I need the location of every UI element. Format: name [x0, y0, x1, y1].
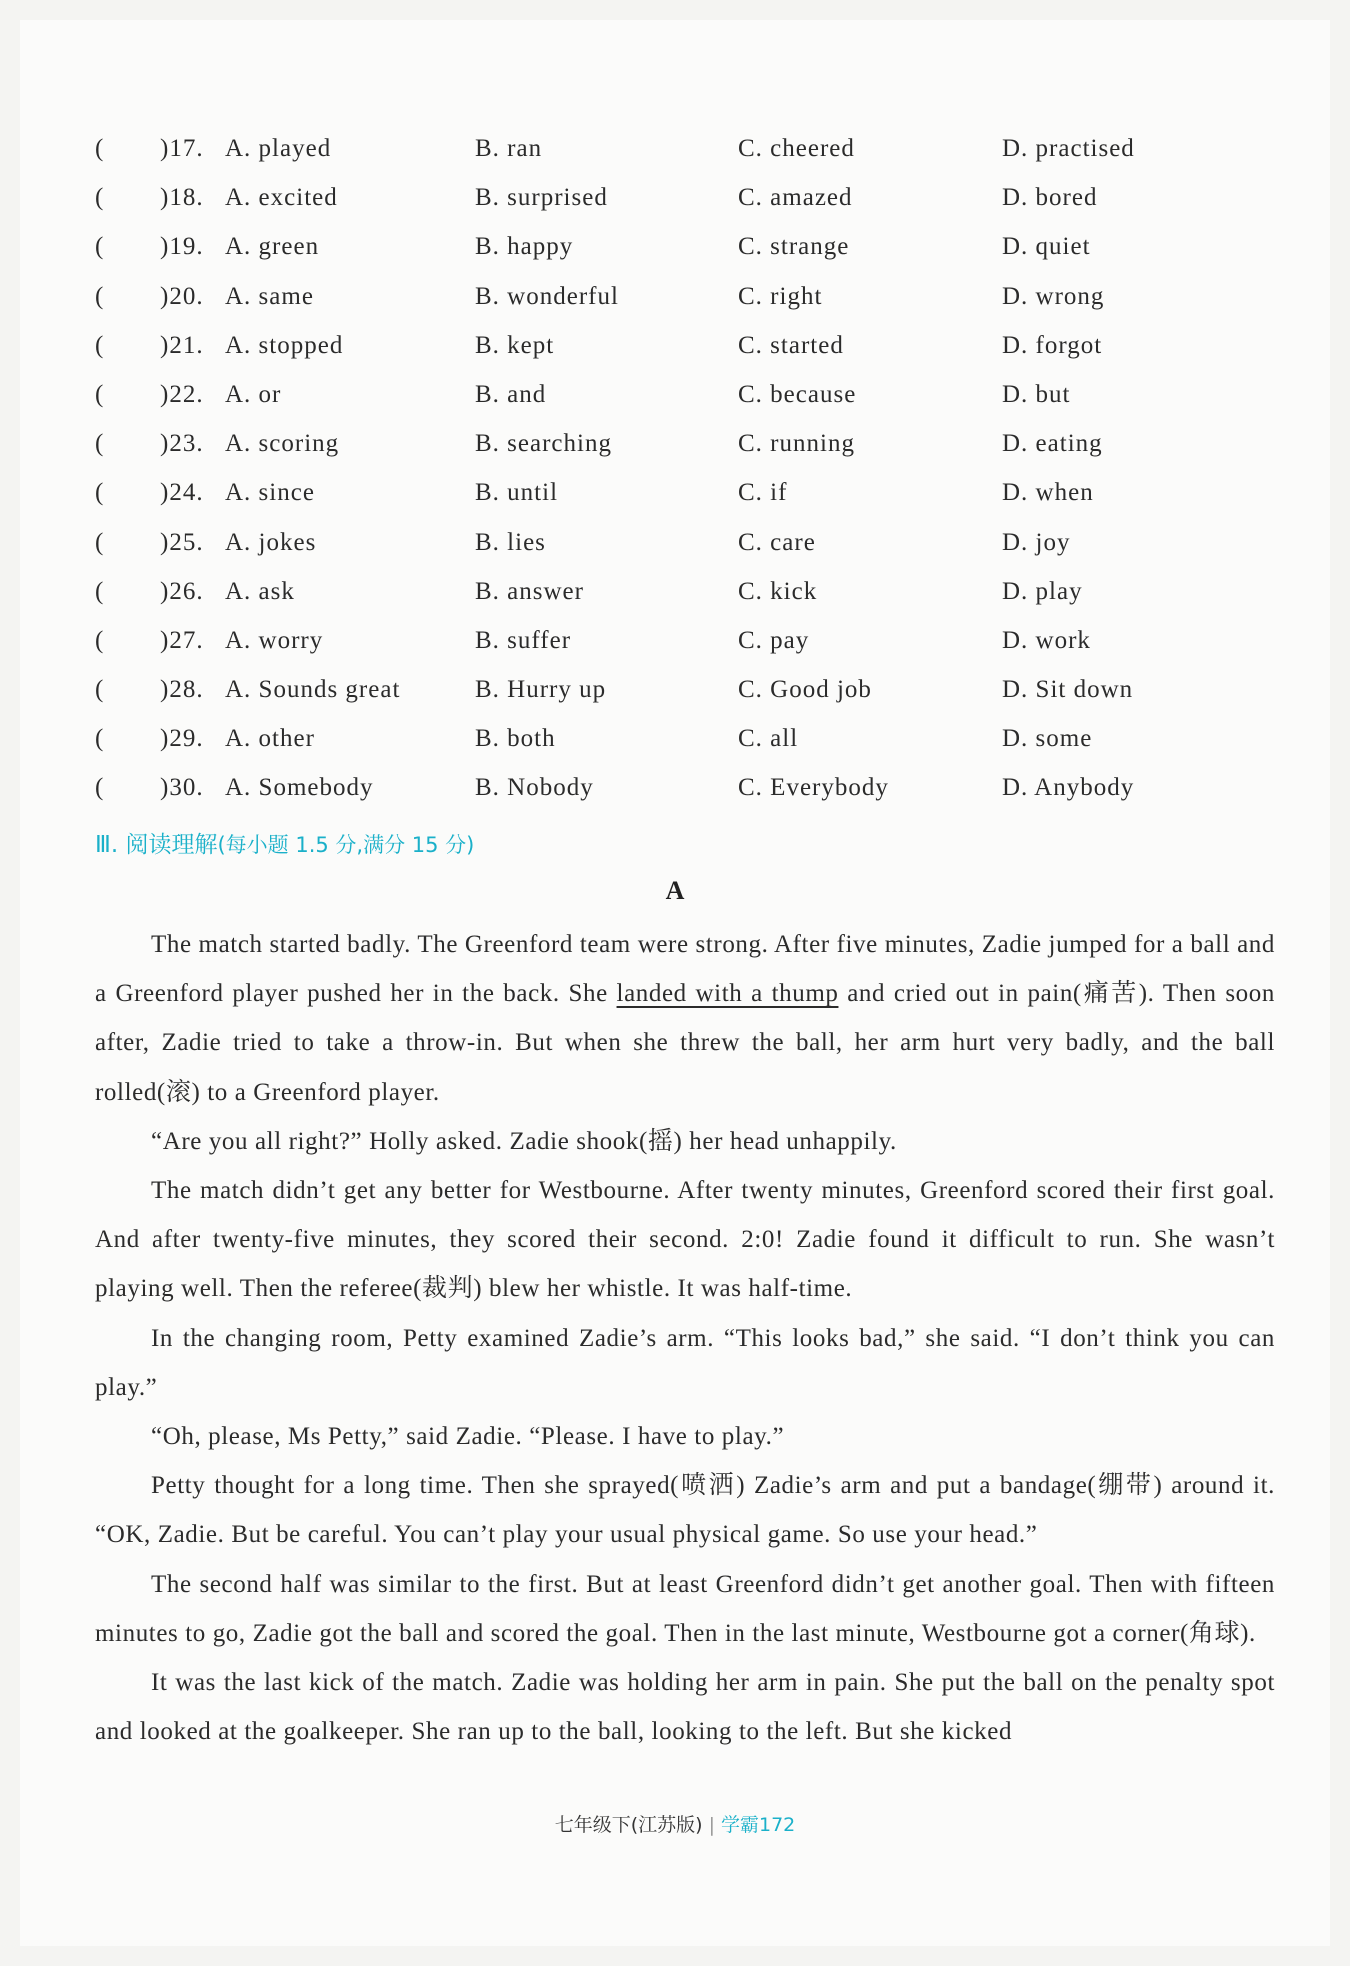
- option-c: C. started: [738, 331, 844, 359]
- option-d: D. practised: [1002, 135, 1135, 162]
- option-c: C. cheered: [738, 135, 855, 162]
- option-b: B. until: [475, 479, 559, 507]
- option-c: C. pay: [738, 626, 810, 654]
- reading-passage: [95, 920, 1275, 1756]
- option-b: B. wonderful: [475, 282, 619, 310]
- question-list: [95, 135, 1275, 824]
- answer-blank: (: [95, 528, 105, 556]
- option-b: B. ran: [475, 135, 543, 162]
- footer-grade: 七年级下(江苏版): [554, 1814, 703, 1836]
- question-row: [95, 233, 1275, 282]
- paragraph: “Are you all right?” Holly asked. Zadie shook(摇) her head unhappily.: [151, 1127, 897, 1155]
- answer-blank: (: [95, 774, 105, 802]
- option-d: D. eating: [1002, 430, 1103, 458]
- option-a: A. since: [225, 479, 315, 507]
- option-a: A. same: [225, 282, 314, 310]
- option-a: A. stopped: [225, 331, 344, 359]
- option-d: D. quiet: [1002, 233, 1091, 261]
- option-b: B. kept: [475, 331, 555, 359]
- answer-blank: (: [95, 577, 105, 605]
- question-number: )24.: [160, 479, 204, 507]
- answer-blank: (: [95, 233, 105, 261]
- option-d: D. wrong: [1002, 282, 1105, 310]
- option-b: B. answer: [475, 577, 584, 605]
- option-b: B. Hurry up: [475, 676, 607, 704]
- option-d: D. Anybody: [1002, 774, 1135, 802]
- question-number: )26.: [160, 577, 204, 605]
- question-number: )28.: [160, 676, 204, 704]
- option-d: D. forgot: [1002, 331, 1103, 359]
- option-c: C. Everybody: [738, 774, 889, 802]
- question-row: [95, 627, 1275, 676]
- option-c: C. because: [738, 380, 857, 408]
- paragraph-text: and cried out in pain(痛苦). Then soon after, Zadie tried to take a throw-in. But when she threw the ball, her arm hurt very badly, and the ball rolled(滚) to a Greenford player.: [95, 980, 1275, 1106]
- question-row: [95, 578, 1275, 627]
- option-b: B. Nobody: [475, 774, 594, 802]
- question-row: [95, 479, 1275, 528]
- option-a: A. Sounds great: [225, 676, 401, 704]
- answer-blank: (: [95, 135, 105, 162]
- paragraph: The match didn’t get any better for Westbourne. After twenty minutes, Greenford scored their first goal. And after twenty-five minutes, they scored their second. 2:0! Zadie found it difficult to run. She wasn’t playing well. Then the referee(裁判) blew her whistle. It was half-time.: [95, 1177, 1275, 1303]
- option-c: C. if: [738, 479, 788, 507]
- option-d: D. when: [1002, 479, 1094, 507]
- option-b: B. and: [475, 380, 547, 408]
- option-a: A. other: [225, 725, 315, 753]
- question-row: [95, 430, 1275, 479]
- answer-blank: (: [95, 184, 105, 212]
- answer-blank: (: [95, 626, 105, 654]
- option-b: B. lies: [475, 528, 546, 556]
- section-title: Ⅲ. 阅读理解: [95, 832, 218, 858]
- answer-blank: (: [95, 380, 105, 408]
- paragraph: [95, 920, 1275, 1117]
- section-heading: [95, 826, 474, 859]
- option-b: B. happy: [475, 233, 574, 261]
- option-c: C. care: [738, 528, 816, 556]
- paragraph: It was the last kick of the match. Zadie was holding her arm in pain. She put the ball on the penalty spot and looked at the goalkeeper. She ran up to the ball, looking to the left. But she kicked: [95, 1669, 1275, 1746]
- question-row: [95, 529, 1275, 578]
- option-a: A. played: [225, 135, 332, 162]
- question-number: )27.: [160, 626, 204, 654]
- option-c: C. running: [738, 430, 855, 458]
- paragraph-text: The match started badly. The Greenford team were strong. After five minutes, Zadie jumped for a ball and a Greenford player pushed her in the back. She: [95, 931, 1275, 1008]
- question-row: [95, 184, 1275, 233]
- question-number: )22.: [160, 380, 204, 408]
- option-c: C. amazed: [738, 184, 853, 212]
- paragraph: “Oh, please, Ms Petty,” said Zadie. “Please. I have to play.”: [151, 1423, 785, 1451]
- question-number: )21.: [160, 331, 204, 359]
- question-number: )29.: [160, 725, 204, 753]
- option-a: A. jokes: [225, 528, 317, 556]
- footer-separator: |: [708, 1814, 715, 1836]
- section-subtitle: (每小题 1.5 分,满分 15 分): [217, 833, 475, 857]
- question-number: )18.: [160, 184, 204, 212]
- option-c: C. Good job: [738, 676, 872, 704]
- option-a: A. green: [225, 233, 320, 261]
- question-row: [95, 676, 1275, 725]
- page-number: 172: [758, 1814, 796, 1836]
- option-a: A. worry: [225, 626, 324, 654]
- option-c: C. kick: [738, 577, 818, 605]
- question-number: )30.: [160, 774, 204, 802]
- option-d: D. some: [1002, 725, 1093, 753]
- question-number: )23.: [160, 430, 204, 458]
- option-a: A. ask: [225, 577, 295, 605]
- question-number: )19.: [160, 233, 204, 261]
- paragraph: Petty thought for a long time. Then she sprayed(喷洒) Zadie’s arm and put a bandage(绷带) around it. “OK, Zadie. But be careful. You can’t play your usual physical game. So use your head.”: [95, 1472, 1275, 1549]
- option-d: D. bored: [1002, 184, 1098, 212]
- question-row: [95, 283, 1275, 332]
- option-b: B. surprised: [475, 184, 608, 212]
- option-d: D. Sit down: [1002, 676, 1134, 704]
- question-row: [95, 725, 1275, 774]
- option-a: A. scoring: [225, 430, 340, 458]
- option-d: D. play: [1002, 577, 1083, 605]
- question-row: [95, 774, 1275, 823]
- answer-blank: (: [95, 479, 105, 507]
- footer-brand: 学霸: [720, 1814, 759, 1836]
- question-row: [95, 381, 1275, 430]
- option-a: A. or: [225, 380, 282, 408]
- answer-blank: (: [95, 725, 105, 753]
- paragraph: In the changing room, Petty examined Zadie’s arm. “This looks bad,” she said. “I don’t think you can play.”: [95, 1324, 1275, 1401]
- option-a: A. Somebody: [225, 774, 374, 802]
- option-b: B. suffer: [475, 626, 572, 654]
- option-c: C. right: [738, 282, 823, 310]
- option-c: C. strange: [738, 233, 850, 261]
- paragraph: The second half was similar to the first. But at least Greenford didn’t get another goal. Then with fifteen minutes to go, Zadie got the ball and scored the goal. Then in the last minute, Westbourne got a corner(角球).: [95, 1570, 1275, 1647]
- option-d: D. but: [1002, 380, 1071, 408]
- page-footer: [0, 1810, 1350, 1837]
- option-a: A. excited: [225, 184, 338, 212]
- answer-blank: (: [95, 282, 105, 310]
- question-number: )25.: [160, 528, 204, 556]
- question-number: )20.: [160, 282, 204, 310]
- answer-blank: (: [95, 676, 105, 704]
- question-number: )17.: [160, 135, 204, 162]
- answer-blank: (: [95, 430, 105, 458]
- question-row: [95, 332, 1275, 381]
- answer-blank: (: [95, 331, 105, 359]
- question-row: [95, 135, 1275, 184]
- passage-title: A: [665, 876, 685, 905]
- option-b: B. both: [475, 725, 556, 753]
- option-d: D. work: [1002, 626, 1091, 654]
- underlined-phrase: landed with a thump: [616, 980, 839, 1008]
- option-d: D. joy: [1002, 528, 1071, 556]
- option-c: C. all: [738, 725, 799, 753]
- option-b: B. searching: [475, 430, 612, 458]
